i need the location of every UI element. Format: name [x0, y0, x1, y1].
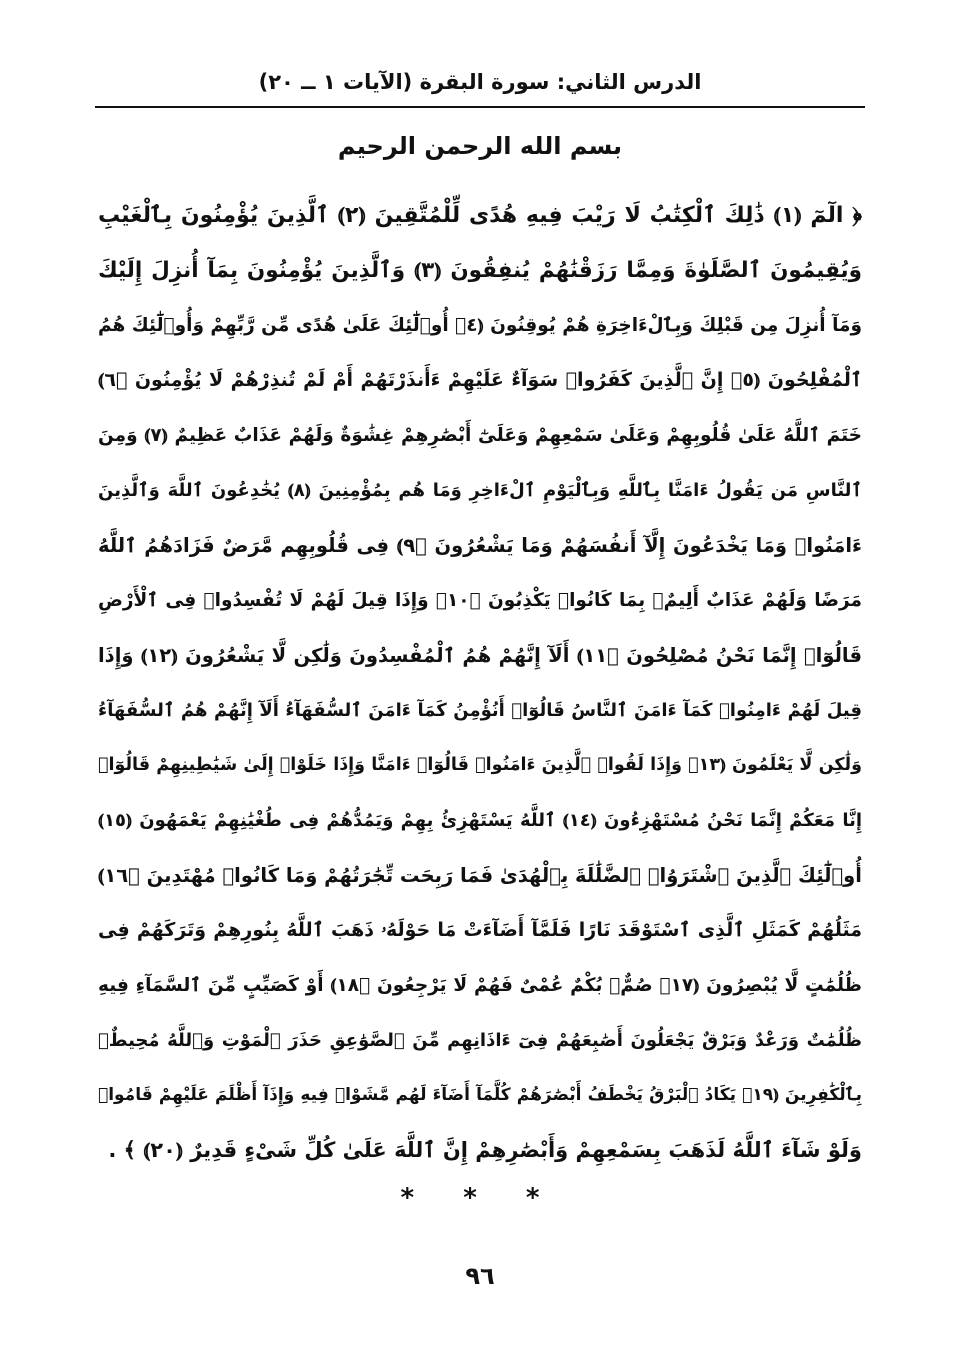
verse-line: ٱلْمُفْلِحُونَ ⦅٥⦆ إِنَّ ٱلَّذِينَ كَفَرُوا۟ سَوَآءٌ عَلَيْهِمْ ءَأَنذَرْتَهُمْ أَمْ لَمْ تُنذِرْهُمْ لَا يُؤْمِنُونَ ⦅٦⦆	[98, 369, 862, 391]
verse-line: مَرَضًا وَلَهُمْ عَذَابٌ أَلِيمٌۢ بِمَا كَانُوا۟ يَكْذِبُونَ ⦅١٠⦆ وَإِذَا قِيلَ لَهُمْ لَا تُفْسِدُوا۟ فِى ٱلْأَرْضِ	[98, 590, 862, 611]
verse-line: قَالُوٓا۟ إِنَّمَا نَحْنُ مُصْلِحُونَ ⦅١١⦆ أَلَآ إِنَّهُمْ هُمُ ٱلْمُفْسِدُونَ وَلَٰكِن لَّا يَشْعُرُونَ ⦅١٢⦆ وَإِذَا	[98, 644, 862, 667]
verse-line: أُو۟لَٰٓئِكَ ٱلَّذِينَ ٱشْتَرَوُا۟ ٱلضَّلَٰلَةَ بِٱلْهُدَىٰ فَمَا رَبِحَت تِّجَٰرَتُهُمْ وَمَا كَانُوا۟ مُهْتَدِينَ ⦅١٦⦆	[98, 864, 862, 887]
verse-line: وَيُقِيمُونَ ٱلصَّلَوٰةَ وَمِمَّا رَزَقْنَٰهُمْ يُنفِقُونَ ⦅٣⦆ وَٱلَّذِينَ يُؤْمِنُونَ بِمَآ أُنزِلَ إِلَيْكَ	[98, 258, 862, 283]
section-separator: * * *	[400, 1183, 560, 1213]
verse-line: ﴿ الٓمٓ ⦅١⦆ ذَٰلِكَ ٱلْكِتَٰبُ لَا رَيْبَ فِيهِ هُدًى لِّلْمُتَّقِينَ ⦅٢⦆ ٱلَّذِينَ يُؤْمِنُونَ بِٱلْغَيْبِ	[98, 203, 862, 228]
verse-line: مَثَلُهُمْ كَمَثَلِ ٱلَّذِى ٱسْتَوْقَدَ نَارًا فَلَمَّآ أَضَآءَتْ مَا حَوْلَهُۥ ذَهَبَ ٱللَّهُ بِنُورِهِمْ وَتَرَكَهُمْ فِى	[98, 919, 862, 941]
page-number: ٩٦	[465, 1262, 495, 1290]
verse-line: إِنَّا مَعَكُمْ إِنَّمَا نَحْنُ مُسْتَهْزِءُونَ ⦅١٤⦆ ٱللَّهُ يَسْتَهْزِئُ بِهِمْ وَيَمُدُّهُمْ فِى طُغْيَٰنِهِمْ يَعْمَهُونَ ⦅١٥⦆	[98, 810, 862, 831]
header-rule	[95, 106, 865, 108]
verse-line: خَتَمَ ٱللَّهُ عَلَىٰ قُلُوبِهِمْ وَعَلَىٰ سَمْعِهِمْ وَعَلَىٰٓ أَبْصَٰرِهِمْ غِشَٰوَةٌ وَلَهُمْ عَذَابٌ عَظِيمٌ ⦅٧⦆ وَمِنَ	[98, 425, 862, 446]
verses-block	[98, 188, 862, 1178]
verse-line: وَمَآ أُنزِلَ مِن قَبْلِكَ وَبِٱلْءَاخِرَةِ هُمْ يُوقِنُونَ ⦅٤⦆ أُو۟لَٰٓئِكَ عَلَىٰ هُدًى مِّن رَّبِّهِمْ وَأُو۟لَٰٓئِكَ هُمُ	[98, 315, 862, 336]
verse-line: ٱلنَّاسِ مَن يَقُولُ ءَامَنَّا بِٱللَّهِ وَبِٱلْيَوْمِ ٱلْءَاخِرِ وَمَا هُم بِمُؤْمِنِينَ ⦅٨⦆ يُخَٰدِعُونَ ٱللَّهَ وَٱلَّذِينَ	[98, 480, 862, 501]
verse-line: وَلَوْ شَآءَ ٱللَّهُ لَذَهَبَ بِسَمْعِهِمْ وَأَبْصَٰرِهِمْ إِنَّ ٱللَّهَ عَلَىٰ كُلِّ شَىْءٍ قَدِيرٌ ⦅٢٠⦆ ﴾ .	[108, 1138, 862, 1162]
running-header: الدرس الثاني: سورة البقرة (الآيات ١ ــ ٢٠)	[258, 70, 702, 94]
basmala: بسم الله الرحمن الرحيم	[337, 132, 623, 160]
verse-line: بِٱلْكَٰفِرِينَ ⦅١٩⦆ يَكَادُ ٱلْبَرْقُ يَخْطَفُ أَبْصَٰرَهُمْ كُلَّمَآ أَضَآءَ لَهُم مَّشَوْا۟ فِيهِ وَإِذَآ أَظْلَمَ عَلَيْهِمْ قَامُوا۟	[98, 1085, 862, 1105]
verse-line: ظُلُمَٰتٍ لَّا يُبْصِرُونَ ⦅١٧⦆ صُمٌّۢ بُكْمٌ عُمْىٌ فَهُمْ لَا يَرْجِعُونَ ⦅١٨⦆ أَوْ كَصَيِّبٍ مِّنَ ٱلسَّمَآءِ فِيهِ	[98, 975, 862, 996]
verse-line: وَلَٰكِن لَّا يَعْلَمُونَ ⦅١٣⦆ وَإِذَا لَقُوا۟ ٱلَّذِينَ ءَامَنُوا۟ قَالُوٓا۟ ءَامَنَّا وَإِذَا خَلَوْا۟ إِلَىٰ شَيَٰطِينِهِمْ قَالُوٓا۟	[98, 755, 862, 775]
verse-line: ظُلُمَٰتٌ وَرَعْدٌ وَبَرْقٌ يَجْعَلُونَ أَصَٰبِعَهُمْ فِىٓ ءَاذَانِهِم مِّنَ ٱلصَّوَٰعِقِ حَذَرَ ٱلْمَوْتِ وَٱللَّهُ مُحِيطٌۢ	[98, 1030, 862, 1051]
verse-line: قِيلَ لَهُمْ ءَامِنُوا۟ كَمَآ ءَامَنَ ٱلنَّاسُ قَالُوٓا۟ أَنُؤْمِنُ كَمَآ ءَامَنَ ٱلسُّفَهَآءُ أَلَآ إِنَّهُمْ هُمُ ٱلسُّفَهَآءُ	[98, 700, 862, 721]
verse-line: ءَامَنُوا۟ وَمَا يَخْدَعُونَ إِلَّآ أَنفُسَهُمْ وَمَا يَشْعُرُونَ ⦅٩⦆ فِى قُلُوبِهِم مَّرَضٌ فَزَادَهُمُ ٱللَّهُ	[98, 534, 862, 557]
